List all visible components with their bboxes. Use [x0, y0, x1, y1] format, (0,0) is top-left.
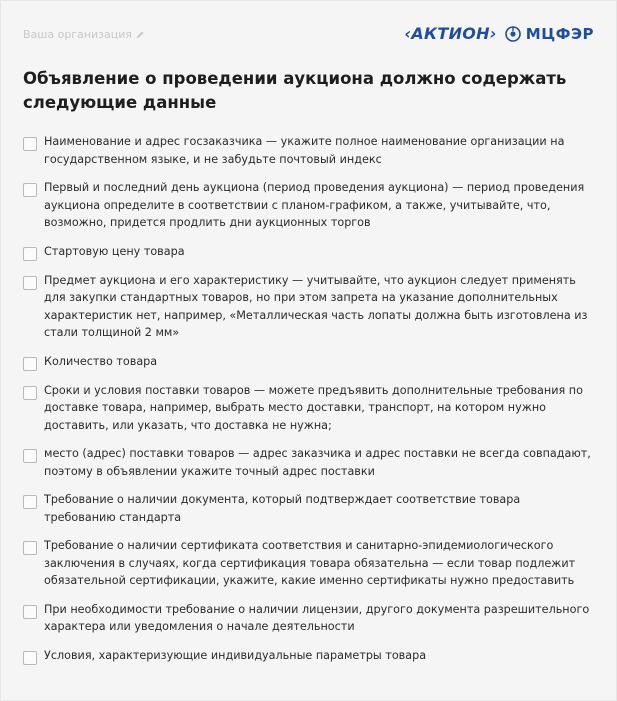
checklist-item[interactable] — [23, 133, 598, 168]
checkbox[interactable] — [23, 386, 37, 400]
owl-logo-icon — [505, 26, 521, 42]
header — [23, 21, 594, 49]
checklist-item[interactable] — [23, 601, 598, 636]
checklist-item[interactable] — [23, 537, 598, 590]
checklist-item-text: Требование о наличии документа, который подтверждает соответствие товара требованию стандарта — [44, 493, 521, 524]
checkbox[interactable] — [23, 449, 37, 463]
checkbox[interactable] — [23, 495, 37, 509]
checklist-item[interactable] — [23, 179, 598, 232]
checkbox[interactable] — [23, 276, 37, 290]
organization-placeholder[interactable]: Ваша организация — [23, 28, 133, 41]
checklist-item[interactable] — [23, 272, 598, 342]
logo-aktion-text: ‹АКТИОН› — [404, 24, 497, 43]
checkbox[interactable] — [23, 651, 37, 665]
logo-mcfer-text: МЦФЭР — [525, 24, 594, 43]
checklist-item-text: Требование о наличии сертификата соответствия и санитарно-эпидемиологического заключения в случаях, когда сертификация товара обязательна — если товар подлежит обязательной сертификации, укажите, какие именно сертификаты нужно предоставить — [44, 539, 576, 587]
checklist-item[interactable] — [23, 382, 598, 435]
checklist-item[interactable] — [23, 243, 598, 261]
checklist-item-text: Предмет аукциона и его характеристику — учитывайте, что аукцион следует применять для закупки стандартных товаров, но при этом запрета на указание дополнительных характеристик нет, например, «Металлическая часть лопаты должна быть изготовлена из стали толщиной 2 мм» — [44, 273, 588, 339]
checklist-item-text: Условия, характеризующие индивидуальные параметры товара — [44, 648, 427, 662]
checklist-item-text: Сроки и условия поставки товаров — можете предъявить дополнительные требования по доставке товара, например, выбрать место доставки, транспорт, на котором нужно доставить, или указать, что доставка не нужна; — [44, 383, 583, 432]
checklist-item-text: место (адрес) поставки товаров — адрес заказчика и адрес поставки не всегда совпадают, поэтому в объявлении укажите точный адрес поставки — [44, 447, 591, 478]
checklist-item[interactable] — [23, 445, 598, 480]
checklist-item-text: При необходимости требование о наличии лицензии, другого документа разрешительного характера или уведомления о начале деятельности — [44, 602, 590, 633]
checkbox[interactable] — [23, 357, 37, 371]
organization-name-field[interactable] — [23, 28, 145, 41]
checkbox[interactable] — [23, 605, 37, 619]
checklist-item-text: Стартовую цену товара — [44, 244, 185, 258]
checklist-item-text: Наименование и адрес госзаказчика — укажите полное наименование организации на государственном языке, и не забудьте почтовый индекс — [44, 135, 565, 166]
checklist — [23, 133, 598, 665]
page-title: Объявление о проведении аукциона должно содержать следующие данные — [23, 69, 567, 112]
checklist-item[interactable] — [23, 353, 598, 371]
checkbox[interactable] — [23, 541, 37, 555]
pencil-icon[interactable] — [136, 30, 145, 39]
checklist-item-text: Количество товара — [44, 354, 158, 368]
checkbox[interactable] — [23, 183, 37, 197]
checkbox[interactable] — [23, 247, 37, 261]
checklist-item[interactable] — [23, 491, 598, 526]
checkbox[interactable] — [23, 137, 37, 151]
checklist-item-text: Первый и последний день аукциона (период проведения аукциона) — период проведения аукциона определите в соответствии с планом-графиком, а также, учитывайте, что, возможно, придется продлить дни аукционных торгов — [44, 181, 585, 229]
checklist-item[interactable] — [23, 647, 598, 665]
company-logo — [404, 24, 594, 43]
